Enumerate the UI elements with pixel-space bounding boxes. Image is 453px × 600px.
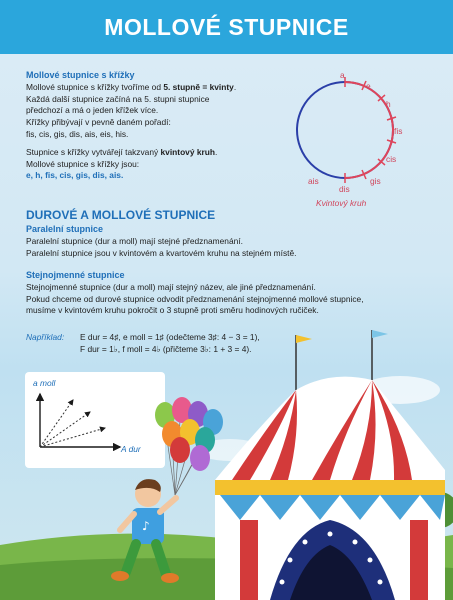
line: Pokud chceme od durové stupnice odvodit předznamenání stejnojmenné mollové stupnice, — [26, 293, 364, 304]
line: Každá další stupnice začíná na 5. stupni stupnice — [26, 93, 210, 104]
line-sharps-order: fis, cis, gis, dis, ais, eis, his. — [26, 128, 129, 139]
svg-text:♪: ♪ — [142, 519, 150, 533]
line: musíme v kvintovém kruhu pokročit o 3 stupně proti směru hodinových ručiček. — [26, 305, 319, 316]
emphasis: 5. stupně = kvinty — [163, 81, 234, 92]
line: předchozí a má o jeden křížek více. — [26, 105, 159, 116]
sharp-scales-section — [26, 70, 286, 182]
minor-sharp-scales-list: e, h, fis, cis, gis, dis, ais. — [26, 170, 124, 181]
diagram-y-label: a moll — [33, 378, 56, 388]
text: . — [233, 81, 237, 92]
line-fifth-degree — [26, 82, 286, 94]
note-label-a: a — [340, 70, 345, 80]
same-name-scales-section — [26, 270, 441, 317]
sharp-scales-heading: Mollové stupnice s křížky — [26, 70, 135, 80]
note-label-dis: dis — [339, 184, 350, 194]
balloons — [155, 397, 223, 495]
line: Stejnojmenné stupnice (dur a moll) mají stejný název, ale jiné předznamenání. — [26, 281, 316, 292]
line: Křížky přibývají v pevně daném pořadí: — [26, 117, 171, 128]
line: Paralelní stupnice (dur a moll) mají stejné předznamenání. — [26, 235, 243, 246]
note-label-cis: cis — [386, 154, 397, 164]
example-line-2: F dur = 1♭, f moll = 4♭ (přičteme 3♭: 1 + 3 = 4). — [80, 344, 252, 354]
parallel-heading: Paralelní stupnice — [26, 224, 104, 234]
note-label-ais: ais — [308, 176, 319, 186]
line-circle-of-fifths — [26, 147, 286, 159]
circus-illustration — [0, 330, 453, 600]
emphasis: kvintový kruh — [160, 146, 215, 157]
major-minor-heading: DUROVÉ A MOLLOVÉ STUPNICE — [26, 208, 216, 222]
text: Mollové stupnice s křížky tvoříme od — [26, 81, 164, 92]
note-label-fis: fis — [394, 126, 403, 136]
parallel-scales-section — [26, 224, 436, 259]
note-label-h: h — [386, 99, 391, 109]
example-label: Například: — [26, 332, 65, 342]
same-name-heading: Stejnojmenné stupnice — [26, 270, 125, 280]
note-label-e: e — [366, 81, 371, 91]
text: Stupnice s křížky vytvářejí takzvaný — [26, 146, 161, 157]
page-title: MOLLOVÉ STUPNICE — [104, 13, 349, 40]
text: . — [214, 146, 218, 157]
line: Mollové stupnice s křížky jsou: — [26, 158, 140, 169]
example-line-1: E dur = 4♯, e moll = 1♯ (odečteme 3♯: 4 − 3 = 1), — [80, 332, 260, 342]
title-bar — [0, 0, 453, 54]
note-label-gis: gis — [370, 176, 381, 186]
circle-caption: Kvintový kruh — [316, 198, 367, 208]
circus-tent — [215, 330, 445, 600]
line: Paralelní stupnice jsou v kvintovém a kvartovém kruhu na stejném místě. — [26, 247, 297, 258]
diagram-x-label: A dur — [121, 444, 141, 454]
circle-ticks — [345, 77, 396, 183]
